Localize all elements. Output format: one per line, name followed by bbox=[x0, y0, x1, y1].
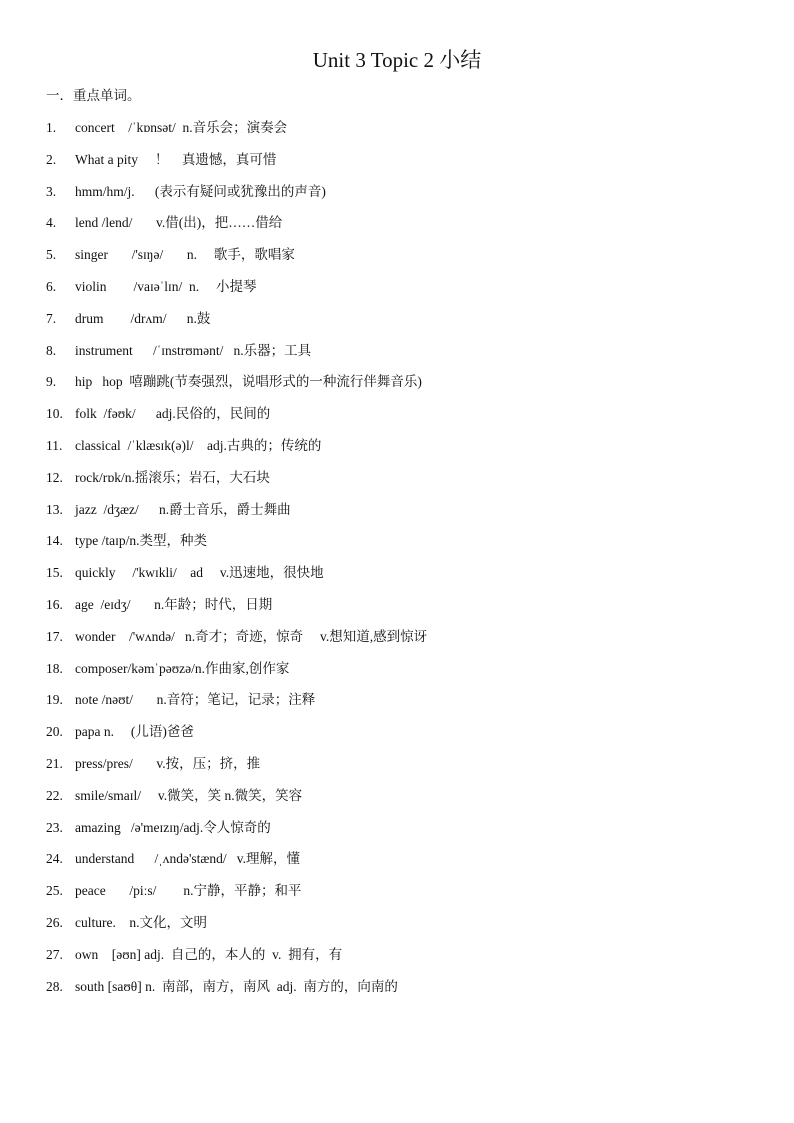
item-number: 17. bbox=[46, 628, 63, 644]
item-text: drum /drʌm/ n.鼓 bbox=[75, 310, 211, 326]
list-item bbox=[0, 562, 794, 594]
item-number: 28. bbox=[46, 978, 63, 994]
item-text: violin /vaɪəˈlɪn/ n. 小提琴 bbox=[75, 278, 257, 294]
item-text: concert /ˈkɒnsət/ n.音乐会；演奏会 bbox=[75, 120, 288, 135]
page-title: Unit 3 Topic 2 小结 bbox=[312, 48, 482, 72]
item-text: What a pity ！ 真遗憾，真可惜 bbox=[75, 151, 277, 167]
item-text: wonder /'wʌndə/ n.奇才；奇迹，惊奇 v.想知道,感到惊讶 bbox=[75, 628, 428, 644]
list-item bbox=[0, 689, 794, 721]
list-item bbox=[0, 181, 794, 213]
item-number: 8. bbox=[46, 342, 57, 358]
item-text: press/pres/ v.按，压；挤，推 bbox=[75, 755, 261, 771]
list-item bbox=[0, 117, 794, 149]
item-number: 26. bbox=[46, 914, 63, 930]
item-text: hmm/hm/j. (表示有疑问或犹豫出的声音) bbox=[75, 183, 326, 199]
list-item bbox=[0, 753, 794, 785]
list-item bbox=[0, 658, 794, 690]
item-text: papa n. (儿语)爸爸 bbox=[75, 724, 194, 740]
item-number: 18. bbox=[46, 660, 63, 676]
item-text: culture. n.文化，文明 bbox=[75, 914, 207, 930]
item-number: 4. bbox=[46, 215, 57, 231]
item-text: jazz /dʒæz/ n.爵士音乐，爵士舞曲 bbox=[75, 501, 291, 517]
list-item bbox=[0, 785, 794, 817]
item-number: 20. bbox=[46, 724, 63, 740]
list-item bbox=[0, 308, 794, 340]
list-item bbox=[0, 403, 794, 435]
list-item bbox=[0, 371, 794, 403]
item-number: 9. bbox=[46, 374, 57, 390]
list-item bbox=[0, 880, 794, 912]
item-text: quickly /'kwɪkli/ ad v.迅速地，很快地 bbox=[75, 565, 324, 581]
item-text: folk /fəʊk/ adj.民俗的，民间的 bbox=[75, 406, 271, 422]
item-number: 2. bbox=[46, 151, 57, 167]
item-text: instrument /ˈɪnstrʊmənt/ n.乐器；工具 bbox=[75, 342, 312, 358]
list-item bbox=[0, 848, 794, 880]
item-number: 27. bbox=[46, 946, 63, 962]
item-number: 22. bbox=[46, 787, 63, 803]
list-item bbox=[0, 626, 794, 658]
item-text: lend /lend/ v.借(出)，把……借给 bbox=[75, 215, 283, 231]
list-item bbox=[0, 721, 794, 753]
item-text: own [əʊn] adj. 自己的，本人的 v. 拥有，有 bbox=[75, 946, 343, 962]
item-number: 3. bbox=[46, 183, 57, 199]
item-text: singer /'sɪŋə/ n. 歌手，歌唱家 bbox=[75, 247, 295, 263]
section-heading: 一．重点单词。 bbox=[46, 88, 141, 103]
item-text: composer/kəmˈpəʊzə/n.作曲家,创作家 bbox=[75, 660, 290, 676]
list-item bbox=[0, 499, 794, 531]
item-number: 15. bbox=[46, 565, 63, 581]
list-item bbox=[0, 244, 794, 276]
item-text: rock/rɒk/n.摇滚乐；岩石，大石块 bbox=[75, 469, 270, 485]
list-item bbox=[0, 817, 794, 849]
list-item bbox=[0, 149, 794, 181]
list-item bbox=[0, 912, 794, 944]
list-item bbox=[0, 467, 794, 499]
item-number: 10. bbox=[46, 406, 63, 422]
list-item bbox=[0, 340, 794, 372]
item-text: note /nəʊt/ n.音符；笔记，记录；注释 bbox=[75, 692, 316, 708]
item-text: age /eɪdʒ/ n.年龄；时代，日期 bbox=[75, 596, 273, 612]
item-number: 14. bbox=[46, 533, 63, 549]
list-item bbox=[0, 212, 794, 244]
item-text: amazing /ə'meɪzɪŋ/adj.令人惊奇的 bbox=[75, 819, 271, 835]
item-number: 16. bbox=[46, 596, 63, 612]
item-text: peace /piːs/ n.宁静，平静；和平 bbox=[75, 883, 302, 899]
list-item bbox=[0, 976, 794, 1008]
item-text: understand /ˌʌndə'stænd/ v.理解，懂 bbox=[75, 851, 301, 867]
item-number: 7. bbox=[46, 310, 57, 326]
item-text: type /taɪp/n.类型，种类 bbox=[75, 533, 207, 549]
item-number: 1. bbox=[46, 120, 57, 135]
item-number: 24. bbox=[46, 851, 63, 867]
item-text: south [saʊθ] n. 南部，南方，南风 adj. 南方的，向南的 bbox=[75, 978, 398, 994]
item-number: 25. bbox=[46, 883, 63, 899]
item-number: 13. bbox=[46, 501, 63, 517]
list-item bbox=[0, 276, 794, 308]
item-text: classical /ˈklæsɪk(ə)l/ adj.古典的；传统的 bbox=[75, 437, 322, 453]
item-number: 21. bbox=[46, 755, 63, 771]
item-number: 11. bbox=[46, 437, 63, 453]
vocabulary-list bbox=[0, 117, 794, 1007]
item-number: 5. bbox=[46, 247, 57, 263]
list-item bbox=[0, 594, 794, 626]
item-number: 6. bbox=[46, 278, 57, 294]
item-number: 19. bbox=[46, 692, 63, 708]
list-item bbox=[0, 435, 794, 467]
list-item bbox=[0, 530, 794, 562]
item-number: 23. bbox=[46, 819, 63, 835]
item-text: hip hop 嘻蹦跳(节奏强烈，说唱形式的一种流行伴舞音乐) bbox=[75, 374, 422, 390]
item-text: smile/smaɪl/ v.微笑，笑 n.微笑，笑容 bbox=[75, 787, 303, 803]
list-item bbox=[0, 944, 794, 976]
item-number: 12. bbox=[46, 469, 63, 485]
